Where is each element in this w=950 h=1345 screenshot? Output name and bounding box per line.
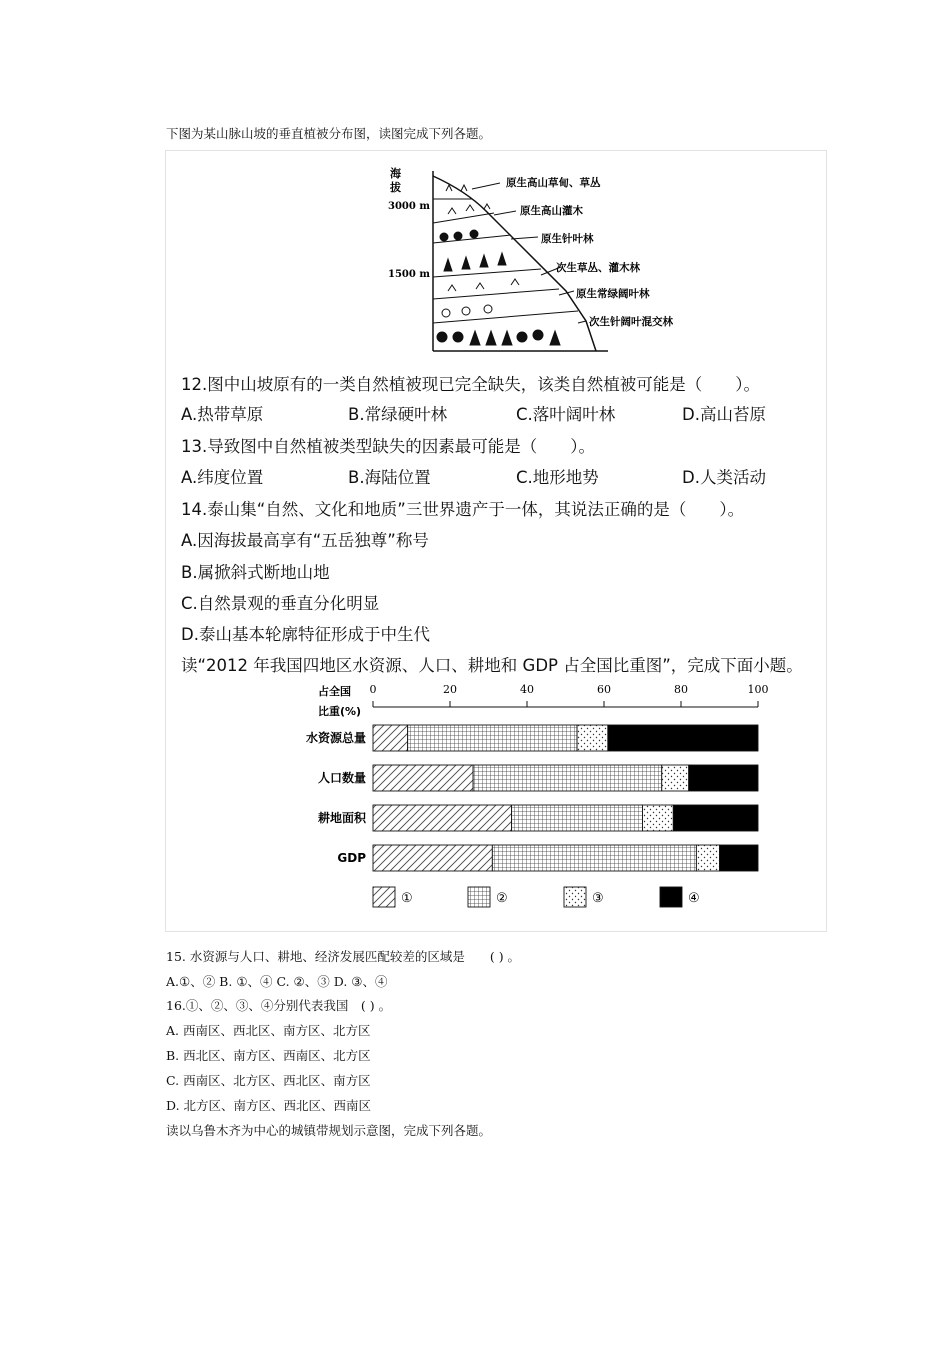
q13-option-c: C.地形地势 [516,468,599,487]
q14-option-d: D.泰山基本轮廓特征形成于中生代 [181,625,430,644]
vegetation-diagram [166,151,828,361]
bar-2-3 [673,805,758,831]
q16-option-c: C. 西南区、北方区、西北区、南方区 [166,1073,371,1088]
q12-option-c: C.落叶阔叶林 [516,405,616,424]
bar-1-0 [373,765,473,791]
q14-option-a: A.因海拔最高享有“五岳独尊”称号 [181,531,429,550]
bar-0-1 [408,725,577,751]
q12-stem: 12.图中山坡原有的一类自然植被现已完全缺失，该类自然植被可能是（ ）。 [181,375,760,394]
bar-2-1 [512,805,643,831]
category-label-3: GDP [337,851,366,865]
q14-option-b: B.属掀斜式断地山地 [181,563,330,582]
q16-option-d: D. 北方区、南方区、西北区、西南区 [166,1098,372,1113]
category-label-1: 人口数量 [317,771,366,785]
legend-swatch-0 [373,887,395,907]
category-label-0: 水资源总量 [305,731,366,745]
tick-label-5: 100 [747,683,769,696]
tick-label-3: 60 [597,683,611,696]
q15-options: A.①、② B. ①、④ C. ②、③ D. ③、④ [166,974,388,989]
bar-0-2 [577,725,608,751]
bar-3-2 [696,845,719,871]
chart-ylabel-line2: 比重(%) [318,705,362,718]
chart-ylabel-line1: 占全国 [318,685,351,698]
q13-option-d: D.人类活动 [682,468,766,487]
veg-label-3: 次生草丛、灌木林 [556,262,640,274]
legend-label-0: ① [401,891,413,906]
bar-1-2 [662,765,689,791]
bar-1-3 [689,765,758,791]
q14-stem: 14.泰山集“自然、文化和地质”三世界遗产于一体，其说法正确的是（ ）。 [181,500,745,519]
q12-option-d: D.高山苔原 [682,405,766,424]
veg-label-2: 原生针叶林 [541,233,594,245]
q12-option-b: B.常绿硬叶林 [348,405,448,424]
veg-label-5: 次生针阔叶混交林 [589,316,673,328]
bar-1-1 [473,765,662,791]
veg-label-4: 原生常绿阔叶林 [576,288,650,300]
intro-text: 下图为某山脉山坡的垂直植被分布图，读图完成下列各题。 [166,126,492,141]
bar-2-2 [643,805,674,831]
veg-label-1: 原生高山灌木 [520,205,583,217]
legend-label-1: ② [496,891,508,906]
bar-3-0 [373,845,492,871]
tick-label-0: 0 [369,683,377,696]
category-label-2: 耕地面积 [317,811,366,825]
tick-1500: 1500 m [388,269,430,280]
tick-label-2: 40 [520,683,534,696]
veg-label-0: 原生高山草甸、草丛 [506,177,601,189]
q16-option-b: B. 西北区、南方区、西南区、北方区 [166,1048,371,1063]
legend-label-2: ③ [592,891,604,906]
tick-3000: 3000 m [388,201,430,212]
veg-y-label-1: 海 [390,167,401,180]
stacked-bar-chart [166,679,828,929]
chart-intro: 读“2012 年我国四地区水资源、人口、耕地和 GDP 占全国比重图”，完成下面小题。 [181,656,803,675]
figure-box [165,150,827,932]
bar-0-0 [373,725,408,751]
legend-swatch-1 [468,887,490,907]
q16-stem: 16.①、②、③、④分别代表我国 ( ) 。 [166,998,392,1013]
q13-stem: 13.导致图中自然植被类型缺失的因素最可能是（ ）。 [181,437,595,456]
q13-option-a: A.纬度位置 [181,468,264,487]
outro-text: 读以乌鲁木齐为中心的城镇带规划示意图，完成下列各题。 [166,1123,492,1138]
legend-swatch-3 [660,887,682,907]
legend-label-3: ④ [688,891,700,906]
tick-label-1: 20 [443,683,457,696]
q14-option-c: C.自然景观的垂直分化明显 [181,594,380,613]
q16-option-a: A. 西南区、西北区、南方区、北方区 [166,1023,371,1038]
veg-y-label-2: 拔 [390,181,401,194]
bar-2-0 [373,805,512,831]
bar-0-3 [608,725,758,751]
q13-option-b: B.海陆位置 [348,468,431,487]
q12-option-a: A.热带草原 [181,405,264,424]
legend-swatch-2 [564,887,586,907]
bar-3-3 [720,845,759,871]
bar-3-1 [492,845,696,871]
tick-label-4: 80 [674,683,688,696]
q15-stem: 15. 水资源与人口、耕地、经济发展匹配较差的区域是 ( ) 。 [166,949,521,964]
